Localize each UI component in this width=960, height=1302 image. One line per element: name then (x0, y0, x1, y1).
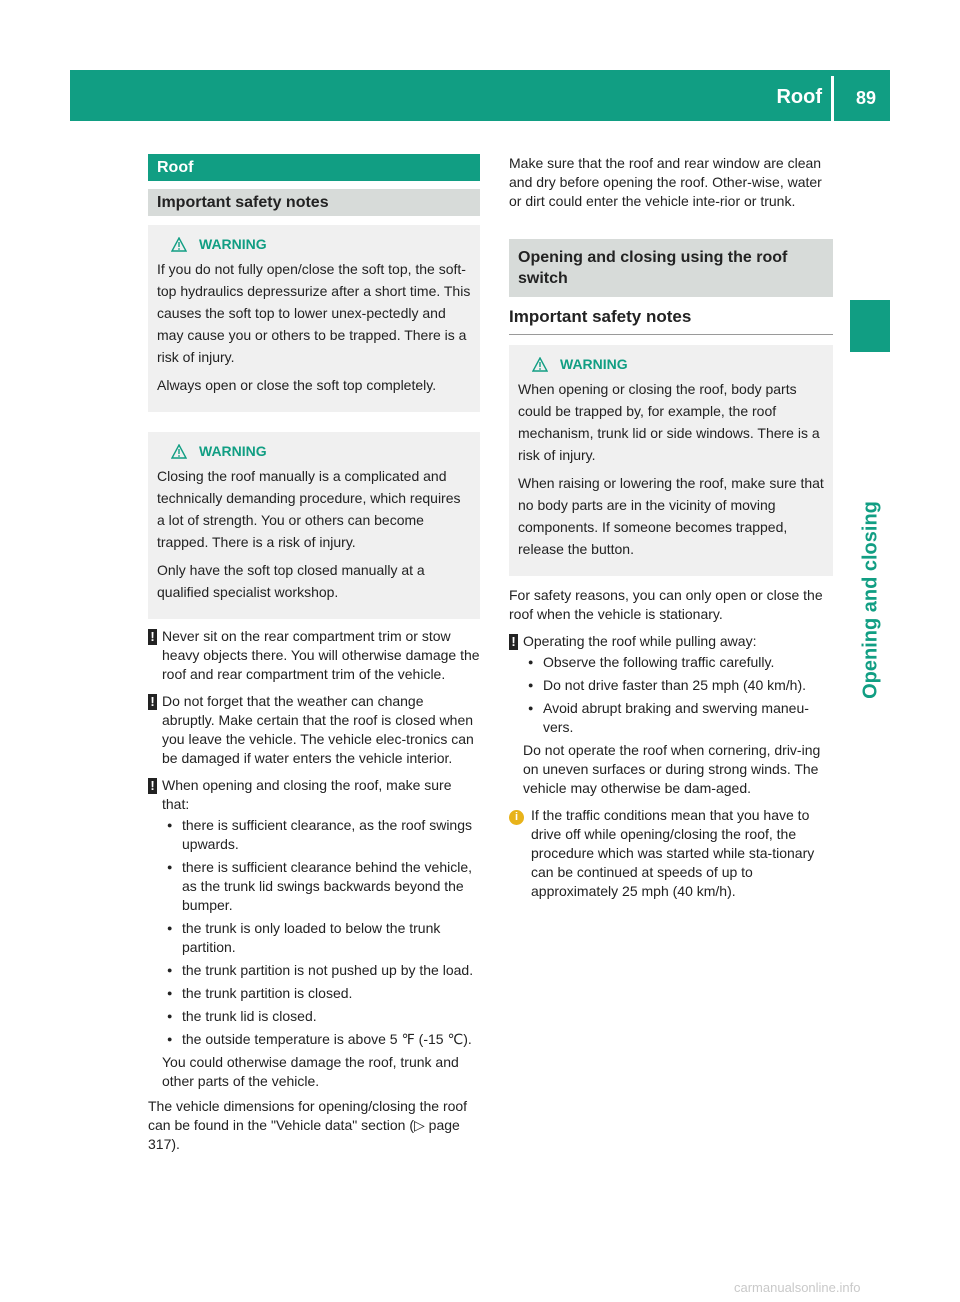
warning-box (148, 225, 480, 412)
page-header (70, 70, 890, 121)
list-item: ● there is sufficient clearance, as the roof swings upwards. (165, 816, 480, 854)
list-item: ● the trunk lid is closed. (165, 1007, 480, 1026)
chapter-tab (850, 300, 890, 352)
warning-triangle-icon (171, 237, 187, 252)
list-item: ● Do not drive faster than 25 mph (40 km/h). (526, 676, 833, 695)
warning-text: If you do not fully open/close the soft top, the soft-top hydraulics depressurize after a short time. This causes the soft top to lower unex-pectedly and may cause you or others to be trapped. There is a risk of injury. (157, 261, 471, 365)
list-item: ● Observe the following traffic carefully. (526, 653, 833, 672)
vehicle-dimensions-text: The vehicle dimensions for opening/closing the roof can be found in the "Vehicle data" section (148, 1098, 468, 1133)
caution-text: Operating the roof while pulling away: (523, 633, 757, 649)
section-heading-roof-switch: Opening and closing using the roof switch (509, 239, 833, 297)
page-reference-link[interactable]: (▷ page 317). (148, 1117, 460, 1152)
warning-triangle-icon (171, 444, 187, 459)
caution-text: Do not forget that the weather can change abruptly. Make certain that the roof is closed when you leave the vehicle. The vehicle elec-tronics can be damaged if water enters the vehicle interior. (162, 693, 474, 766)
info-icon: i (509, 810, 524, 825)
list-item: ● Avoid abrupt braking and swerving maneu-vers. (526, 699, 833, 737)
exclamation-icon: ! (148, 694, 157, 710)
body-text: For safety reasons, you can only open or close the roof when the vehicle is stationary. (509, 587, 823, 622)
list-item: ● there is sufficient clearance behind the vehicle, as the trunk lid swings backwards beyond the bumper. (165, 858, 480, 915)
warning-label: WARNING (560, 356, 628, 372)
warning-text: When opening or closing the roof, body parts could be trapped by, for example, the roof mechanism, trunk lid or side windows. There is a risk of injury. (518, 381, 820, 463)
list-item: ● the trunk partition is closed. (165, 984, 480, 1003)
warning-header (532, 355, 824, 374)
caution-text: Never sit on the rear compartment trim or stow heavy objects there. You will otherwise damage the roof and rear compartment trim of the vehicle. (162, 628, 480, 682)
list-item: ● the outside temperature is above 5 ℉ (‑15 ℃). (165, 1030, 480, 1049)
warning-triangle-icon (532, 357, 548, 372)
exclamation-icon: ! (509, 634, 518, 650)
warning-box (148, 432, 480, 619)
chapter-title: Opening and closing (859, 501, 882, 699)
caution-note (148, 627, 480, 684)
info-text: If the traffic conditions mean that you have to drive off while opening/closing the roof, the procedure which was started while sta-tionary can be continued at speeds of up to approximately 25 mph (40 km/h). (531, 807, 815, 899)
warning-header (171, 442, 471, 461)
caution-text: Do not operate the roof when cornering, driv-ing on uneven surfaces or during strong winds. The vehicle may otherwise be dam-aged. (523, 742, 821, 796)
subsection-heading-safety: Important safety notes (148, 189, 480, 216)
body-text (148, 1097, 480, 1154)
section-heading-roof: Roof (148, 154, 480, 181)
left-column (148, 154, 480, 1154)
exclamation-icon: ! (148, 629, 157, 645)
page-number: 89 (855, 88, 876, 108)
condition-list (162, 816, 480, 1049)
watermark: carmanualsonline.info (734, 1280, 861, 1295)
caution-text: You could otherwise damage the roof, trunk and other parts of the vehicle. (162, 1054, 459, 1089)
warning-header (171, 235, 471, 254)
list-item: ● the trunk is only loaded to below the trunk partition. (165, 919, 480, 957)
right-column (509, 154, 833, 901)
warning-text: Always open or close the soft top completely. (157, 377, 437, 393)
list-item: ● the trunk partition is not pushed up by the load. (165, 961, 480, 980)
subsection-heading-safety: Important safety notes (509, 297, 833, 335)
warning-box (509, 345, 833, 576)
warning-label: WARNING (199, 236, 267, 252)
caution-note (509, 632, 833, 798)
caution-note (148, 776, 480, 1091)
info-note (509, 806, 833, 901)
header-section-title: Roof (776, 86, 822, 108)
exclamation-icon: ! (148, 778, 157, 794)
caution-text: When opening and closing the roof, make sure that: (162, 777, 452, 812)
condition-list (523, 653, 833, 737)
warning-text: Closing the roof manually is a complicated and technically demanding procedure, which requires a lot of strength. You or others can become trapped. There is a risk of injury. (157, 468, 461, 550)
body-text: Make sure that the roof and rear window are clean and dry before opening the roof. Other-wise, water or dirt could enter the vehicle inte-rior or trunk. (509, 155, 822, 209)
warning-text: Only have the soft top closed manually at a qualified specialist workshop. (157, 562, 425, 600)
header-divider (831, 76, 834, 121)
caution-note (148, 692, 480, 768)
warning-text: When raising or lowering the roof, make sure that no body parts are in the vicinity of moving components. If someone becomes trapped, release the button. (518, 475, 824, 557)
warning-label: WARNING (199, 443, 267, 459)
